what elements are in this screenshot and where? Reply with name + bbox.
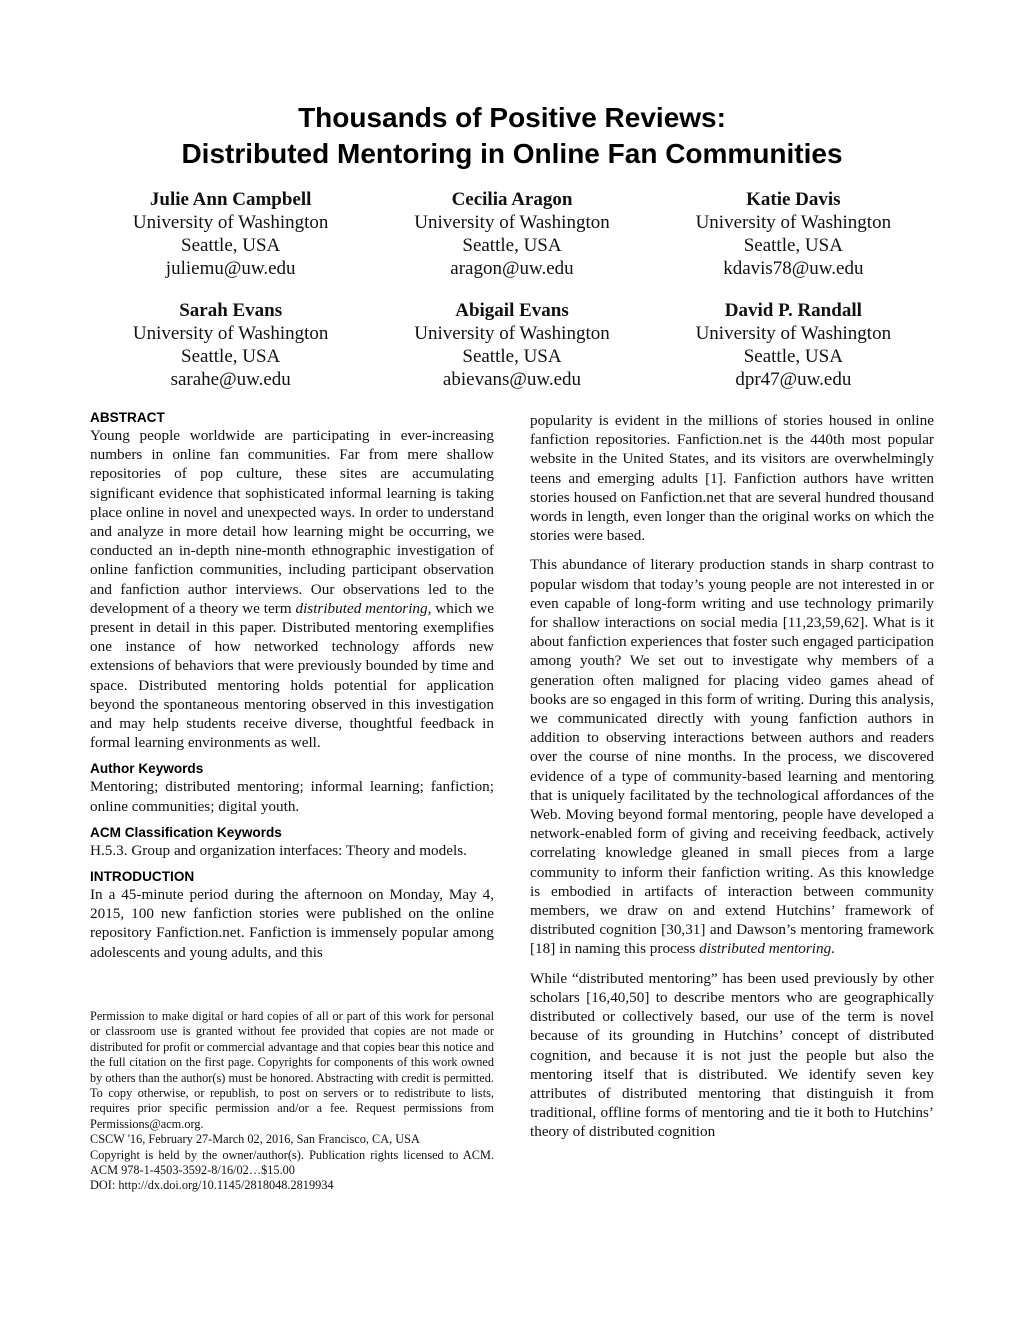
author-block: [653, 188, 934, 280]
author-location: Seattle, USA: [181, 235, 281, 256]
abstract-text: [90, 426, 494, 752]
right-paragraph-3: While “distributed mentoring” has been used previously by other scholars [16,40,50] to describe mentors who are geographically distributed or collectively based, our use of the term is novel because of its grounding in Hutchins’ concept of distributed cognition, and because it is not just the people but also the mentoring itself that is distributed. We identify seven key attributes of distributed mentoring that distinguish it from traditional, offline forms of mentoring and tie it both to Hutchins’ theory of distributed cognition: [530, 969, 934, 1141]
author-name: Julie Ann Campbell: [149, 189, 312, 210]
right-paragraph-2-italic: distributed mentoring.: [699, 940, 835, 958]
author-email: abievans@uw.edu: [442, 369, 582, 390]
doi-info: DOI: http://dx.doi.org/10.1145/2818048.2819934: [90, 1178, 334, 1193]
right-paragraph-2-text: This abundance of literary production stands in sharp contrast to popular wisdom that today’s young people are not interested in or even capable of long-form writing and use technology primarily for shallow interactions on social media [11,23,59,62]. What is it about fanfiction experiences that foster such engaged participation among youth? We set out to investigate why members of a generation often maligned for placing video games ahead of books are so engaged in this form of writing. During this analysis, we communicated directly with young fanfiction authors in addition to observing interactions between authors and readers over the course of nine months. In the process, we discovered evidence of a type of community-based learning and mentoring that is uniquely facilitated by the technological affordances of the Web. Moving beyond formal mentoring, people have developed a network-enabled form of giving and receiving feedback, actively correlating knowledge gleaned in small pieces from a large community to inform their fanfiction writing. As this knowledge is embodied in artifacts of interaction between community members, we draw on and extend Hutchins’ framework of distributed cognition [30,31] and Dawson’s mentoring framework [18] in naming this process: [530, 556, 934, 958]
author-name: Abigail Evans: [455, 300, 569, 321]
title-line-2: Distributed Mentoring in Online Fan Communities: [181, 138, 843, 169]
author-keywords-heading: Author Keywords: [90, 761, 204, 777]
copyright-info: Copyright is held by the owner/author(s). Publication rights licensed to ACM. ACM 978-1-4503-3592-8/16/02…$15.00: [90, 1147, 494, 1178]
title-line-1: Thousands of Positive Reviews:: [298, 102, 726, 133]
author-email: sarahe@uw.edu: [170, 369, 291, 390]
author-name: David P. Randall: [724, 300, 862, 321]
author-affiliation: University of Washington: [695, 323, 892, 344]
author-block: [90, 188, 371, 280]
author-block: [653, 299, 934, 391]
author-location: Seattle, USA: [743, 346, 843, 367]
introduction-heading: INTRODUCTION: [90, 869, 195, 885]
author-block: [90, 299, 371, 391]
author-email: dpr47@uw.edu: [735, 369, 852, 390]
introduction-text: In a 45-minute period during the afternoon on Monday, May 4, 2015, 100 new fanfiction stories were published on the online repository Fanfiction.net. Fanfiction is immensely popular among adolescents and young adults, and this: [90, 886, 494, 961]
right-paragraph-2: [530, 555, 934, 958]
author-row-1: [90, 188, 934, 280]
author-name: Sarah Evans: [179, 300, 283, 321]
abstract-text-part-1: Young people worldwide are participating in ever-increasing numbers in online fan communities. Far from mere shallow repositories of pop culture, these sites are accumulating significant evidence that sophisticated informal learning is taking place online in novel and unexpected ways. In order to understand and analyze in more detail how learning might be occurring, we conducted an in-depth nine-month ethnographic investigation of online fanfiction communities, including participant observation and fanfiction author interviews. Our observations led to the development of a theory we term: [90, 427, 494, 617]
left-column: [90, 409, 494, 962]
author-block: [371, 188, 652, 280]
author-affiliation: University of Washington: [695, 212, 892, 233]
permission-text: Permission to make digital or hard copies of all or part of this work for personal or classroom use is granted without fee provided that copies are not made or distributed for profit or commercial advantage and that copies bear this notice and the full citation on the first page. Copyrights for components of this work owned by others than the author(s) must be honored. Abstracting with credit is permitted. To copy otherwise, or republish, to post on servers or to redistribute to lists, requires prior specific permission and/or a fee. Request permissions from Permissions@acm.org.: [90, 1009, 494, 1131]
author-affiliation: University of Washington: [132, 212, 329, 233]
author-affiliation: University of Washington: [414, 323, 610, 344]
paper-title: [0, 100, 1024, 172]
author-email: aragon@uw.edu: [450, 258, 574, 279]
acm-keywords-text: H.5.3. Group and organization interfaces: Theory and models.: [90, 841, 467, 859]
right-column: [530, 411, 934, 1142]
author-affiliation: University of Washington: [414, 212, 610, 233]
author-row-2: [90, 299, 934, 391]
author-location: Seattle, USA: [181, 346, 281, 367]
author-location: Seattle, USA: [462, 346, 562, 367]
conference-info: CSCW '16, February 27-March 02, 2016, San Francisco, CA, USA: [90, 1132, 420, 1147]
acm-keywords-heading: ACM Classification Keywords: [90, 824, 282, 840]
author-email: juliemu@uw.edu: [165, 258, 296, 279]
abstract-text-part-2: , which we present in detail in this paper. Distributed mentoring exemplifies one instance of how networked technology affords new extensions of behaviors that were previously bounded by time and space. Distributed mentoring holds potential for application beyond the spontaneous mentoring observed in this investigation and may help students receive diverse, thoughtful feedback in formal learning environments as well.: [90, 599, 494, 752]
permission-notice: [90, 1009, 494, 1194]
abstract-heading: ABSTRACT: [90, 410, 165, 425]
right-paragraph-1: popularity is evident in the millions of stories housed in online fanfiction repositories. Fanfiction.net is the 440th most popular website in the United States, and its visitors are overwhelmingly teens and emerging adults [1]. Fanfiction authors have written stories housed on Fanfiction.net that are several hundred thousand words in length, even longer than the original works on which the stories were based.: [530, 412, 934, 545]
author-location: Seattle, USA: [743, 235, 843, 256]
author-location: Seattle, USA: [462, 235, 562, 256]
author-email: kdavis78@uw.edu: [723, 258, 864, 279]
author-name: Cecilia Aragon: [451, 189, 573, 210]
author-keywords-text: Mentoring; distributed mentoring; informal learning; fanfiction; online communities; digital youth.: [90, 778, 494, 815]
author-block: [371, 299, 652, 391]
author-name: Katie Davis: [746, 189, 841, 210]
abstract-italic-term: distributed mentoring: [295, 599, 428, 617]
author-affiliation: University of Washington: [132, 323, 329, 344]
